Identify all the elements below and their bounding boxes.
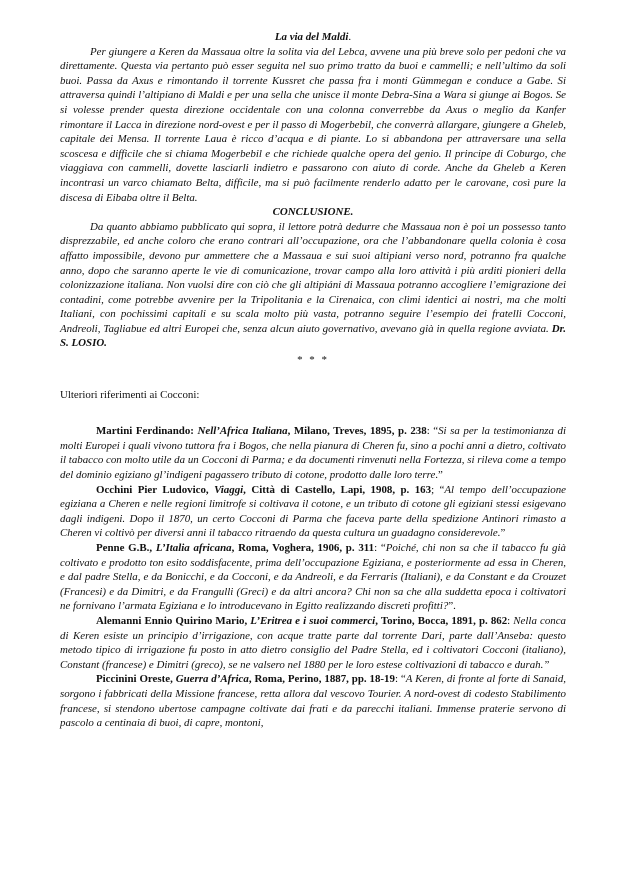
reference-title: Nell’Africa Italiana: [197, 425, 288, 438]
reference-separator: : “: [394, 673, 406, 686]
reference-quote: Si sa per la testimonianza di molti Europei i quali vivono tuttora fra i Bogos, che nella pianura di Cheren fu, sino a pochi anni a dietro, coltivato il tabacco con molto utile da un Cocconi di Parma; e da documenti rinvenuti nella Fortezza, si rileva come a tempo del dominio egiziano gl’indigeni pagassero tributo di cotone, prodotto dalle loro terre: [60, 425, 566, 482]
reference-quote-end: .”: [435, 469, 443, 482]
reference-quote: A Keren, di fronte al forte di Sanaid, sorgono i fabbricati della Missione francese, retta allora dal vescovo Tourier. A nord-ovest di codesto Stabilimento francese, si stendono ubertose campagne coltivate dai frati e da parecchi italiani. Immense praterie servono di pascolo a centinaia di buoi, di capre, montoni,: [60, 673, 566, 730]
reference-publication: , Roma, Perino, 1887, pp. 18-19: [248, 673, 395, 686]
reference-author: Penne G.B.,: [96, 542, 153, 554]
section-title-text: CONCLUSIONE: [272, 206, 351, 219]
reference-item: [60, 541, 566, 614]
reference-item: [60, 672, 566, 730]
reference-title: L’Eritrea e i suoi commerci: [250, 614, 376, 627]
reference-separator: : “: [426, 425, 439, 438]
author-signature: Dr. S. LOSIO.: [60, 322, 566, 350]
section-title-text: La via del Maldi: [274, 31, 349, 43]
reference-separator: : “: [374, 542, 386, 554]
reference-quote-end: ”.: [448, 600, 456, 613]
references-heading: Ulteriori riferimenti ai Cocconi:: [60, 388, 200, 401]
reference-item: [60, 614, 566, 672]
paragraph-conclusione: [60, 220, 566, 351]
section-title-punct: .: [350, 206, 354, 219]
section-title-conclusione: [60, 205, 566, 220]
reference-quote: Al tempo dell’occupazione egiziana a Cheren e nelle regioni limitrofe si coltivava il cotone, e un tributo di cotone gli egiziani stessi esigevano dagli indigeni. Dopo il 1870, un certo Cocconi di Parma che faceva parte della spedizione Antinori rimasto a Cheren vi coltivò per diversi anni il tabacco ritraendo da questa cultura un guadagno considerevole.: [60, 483, 566, 540]
reference-item: [60, 483, 566, 541]
reference-separator: :: [507, 614, 514, 627]
reference-quote: Nella conca di Keren esiste un principio d’irrigazione, con acque tratte parte dal torrente Dari, parte dall’Anseba: questo metodo tipico di irrigazione fu posto in atto dietro consiglio del Padre Stella, ed i coltivatori Cocconi (italiano), Constant (francese) e Dimitri (greco), se ne valsero nel 1880 per le loro estese coltivazioni di tabacco e durah.”: [60, 614, 566, 671]
paragraph-via-del-maldi: Per giungere a Keren da Massaua oltre la solita via del Lebca, avvene una più breve solo per pedoni che va direttamente. Questa via pertanto può esser seguita nel suo primo tratto da buoi e cammelli; e nell’ultimo da soli buoi. Passa da Axus e rimontando il torrente Kussret che passa fra i monti Gümmegan e conduce a Gabe. Si attraversa quindi l’altipiano di Maldi e per una sella che unisce il monte Debra-Sina a Wara si giunge ai Bogos. Se si volesse prender questa direzione occidentale con una colonna converrebbe da Axus o meglio da Kanfer rimontare il Lacca in direzione nord-ovest e per il passo di Mogerbebil, che converrà allargare, giungere a Gheleb, capitale dei Mensa. Il torrente Laua è ricco d’acqua e di piante. Lo si abbandona per attraversare una sella scoscesa e difficile che si chiama Mogerbebil e che richiede qualche opera del genio. Il principe di Coburgo, che viaggiava con cammelli, dovette lasciarli indietro e passarono con aiuto di corde. Anche da Gheleb a Keren incontrasi un varco chiamato Belta, difficile, ma si può facilmente renderlo adatto per le carovane, così pure la discesa di Eibaba oltre il Belta.: [60, 45, 566, 204]
conclusione-text: Da quanto abbiamo pubblicato qui sopra, il lettore potrà dedurre che Massaua non è poi un possesso tanto disprezzabile, ed anche coloro che erano contrari all’occupazione, ora che l’abbandonare quella colonia è cosa affatto impossibile, devono pur ammettere che a Massaua e sui suoi altipiani verso nord, potranno fra qualche anno, dopo che saranno aperte le vie di comunicazione, trovar campo alla loro attività i più arditi pionieri della colonizzazione italiana. Non vuolsi dire con ciò che gli altipiáni di Massaua potranno accogliere l’emigrazione dei contadini, come potrebbe avvenire per la Tripolitania e la Cirenaica, con climi identici ai nostri, ma che molti Italiani, con pochissimi capitali e su scala molto più vasta, potranno seguire l’esempio dei fratelli Cocconi, Andreoli, Tagliabue ed altri Europei che, senza alcun aiuto governativo, avevano già in quella regione avviata.: [60, 220, 566, 335]
reference-separator: ; “: [431, 483, 445, 496]
references-list: [60, 424, 566, 730]
reference-publication: , Milano, Treves, 1895, p. 238: [287, 425, 427, 438]
reference-author: Alemanni Ennio Quirino Mario,: [96, 614, 248, 627]
reference-quote-end: ”: [500, 527, 506, 540]
reference-author: Occhini Pier Ludovico,: [96, 483, 209, 496]
reference-publication: , Torino, Bocca, 1891, p. 862: [375, 614, 508, 627]
reference-title: Guerra d’Africa: [175, 673, 249, 686]
reference-title: L’Italia africana: [155, 542, 232, 554]
reference-author: Martini Ferdinando:: [96, 425, 194, 438]
section-title-via-del-maldi: [60, 30, 566, 45]
reference-title: Viaggi: [214, 483, 244, 496]
reference-publication: , Roma, Voghera, 1906, p. 311: [231, 542, 375, 554]
reference-publication: , Città di Castello, Lapi, 1908, p. 163: [243, 483, 432, 496]
reference-quote: Poiché, chi non sa che il tabacco fu già coltivato e prodotto ton esito soddisfacente, prima dell’occupazione Egiziana, e posteriormente ad essa in Cheren, e dal padre Stella, e da Bonicchi, e da Cocconi, e da Andreoli, e da Ferraris (Italiani), e da Constant e da Crouzet (Francesi) e da Dimitri, e da Frangulli (Greci) e da altri ancora? Chi non sa che alla suddetta epoca i coltivatori ne fornivano l’armata Egiziana e lo introducevano in Egitto realizzando discreti profitti?: [60, 542, 566, 613]
section-title-punct: .: [348, 31, 352, 43]
reference-item: [60, 424, 566, 482]
reference-author: Piccinini Oreste,: [96, 673, 173, 686]
section-separator: * * *: [297, 354, 329, 367]
